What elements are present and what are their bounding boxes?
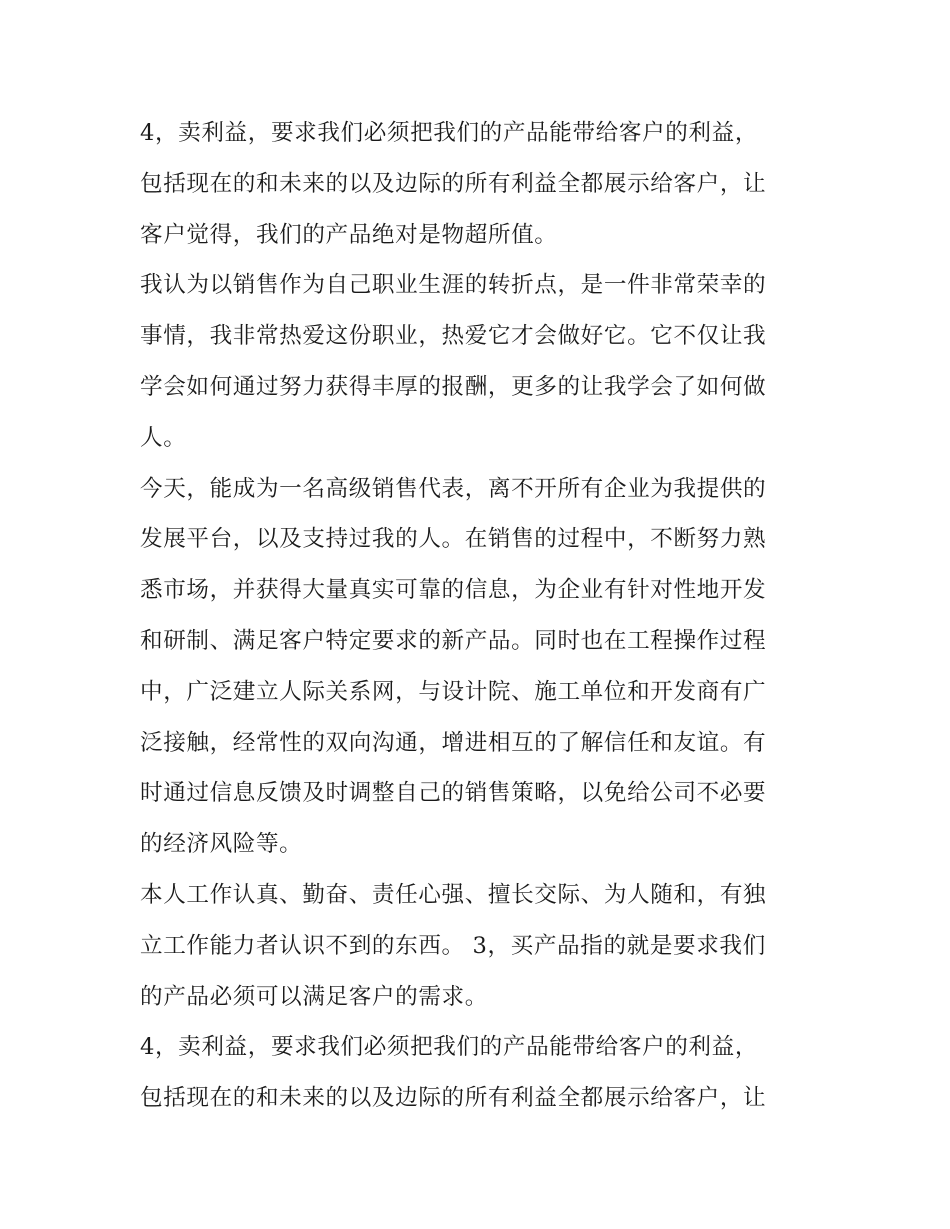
text-line: 客户觉得，我们的产品绝对是物超所值。	[140, 221, 558, 248]
text-line: 悉市场，并获得大量真实可靠的信息，为企业有针对性地开发	[140, 577, 767, 604]
text-line: 学会如何通过努力获得丰厚的报酬，更多的让我学会了如何做	[140, 373, 767, 400]
text-line: 包括现在的和未来的以及边际的所有利益全都展示给客户，让	[140, 1085, 767, 1112]
text-line: 我认为以销售作为自己职业生涯的转折点，是一件非常荣幸的	[140, 272, 767, 299]
document-body	[140, 108, 820, 1124]
text-line: 的产品必须可以满足客户的需求。	[140, 983, 488, 1010]
text-line: 时通过信息反馈及时调整自己的销售策略，以免给公司不必要	[140, 780, 767, 807]
text-line: 发展平台，以及支持过我的人。在销售的过程中，不断努力熟	[140, 526, 767, 553]
text-line: 4，卖利益，要求我们必须把我们的产品能带给客户的利益，	[140, 1034, 759, 1061]
text-line: 的经济风险等。	[140, 831, 303, 858]
text-line: 中，广泛建立人际关系网，与设计院、施工单位和开发商有广	[140, 678, 767, 705]
text-line: 事情，我非常热爱这份职业，热爱它才会做好它。它不仅让我	[140, 323, 767, 350]
text-line: 立工作能力者认识不到的东西。 3，买产品指的就是要求我们	[140, 932, 766, 959]
text-line: 今天，能成为一名高级销售代表，离不开所有企业为我提供的	[140, 475, 767, 502]
text-line: 泛接触，经常性的双向沟通，增进相互的了解信任和友谊。有	[140, 729, 767, 756]
text-line: 包括现在的和未来的以及边际的所有利益全都展示给客户，让	[140, 170, 767, 197]
text-line: 人。	[140, 424, 187, 451]
text-line: 本人工作认真、勤奋、责任心强、擅长交际、为人随和，有独	[140, 881, 767, 908]
text-line: 和研制、满足客户特定要求的新产品。同时也在工程操作过程	[140, 627, 767, 654]
text-line: 4，卖利益，要求我们必须把我们的产品能带给客户的利益，	[140, 120, 759, 146]
